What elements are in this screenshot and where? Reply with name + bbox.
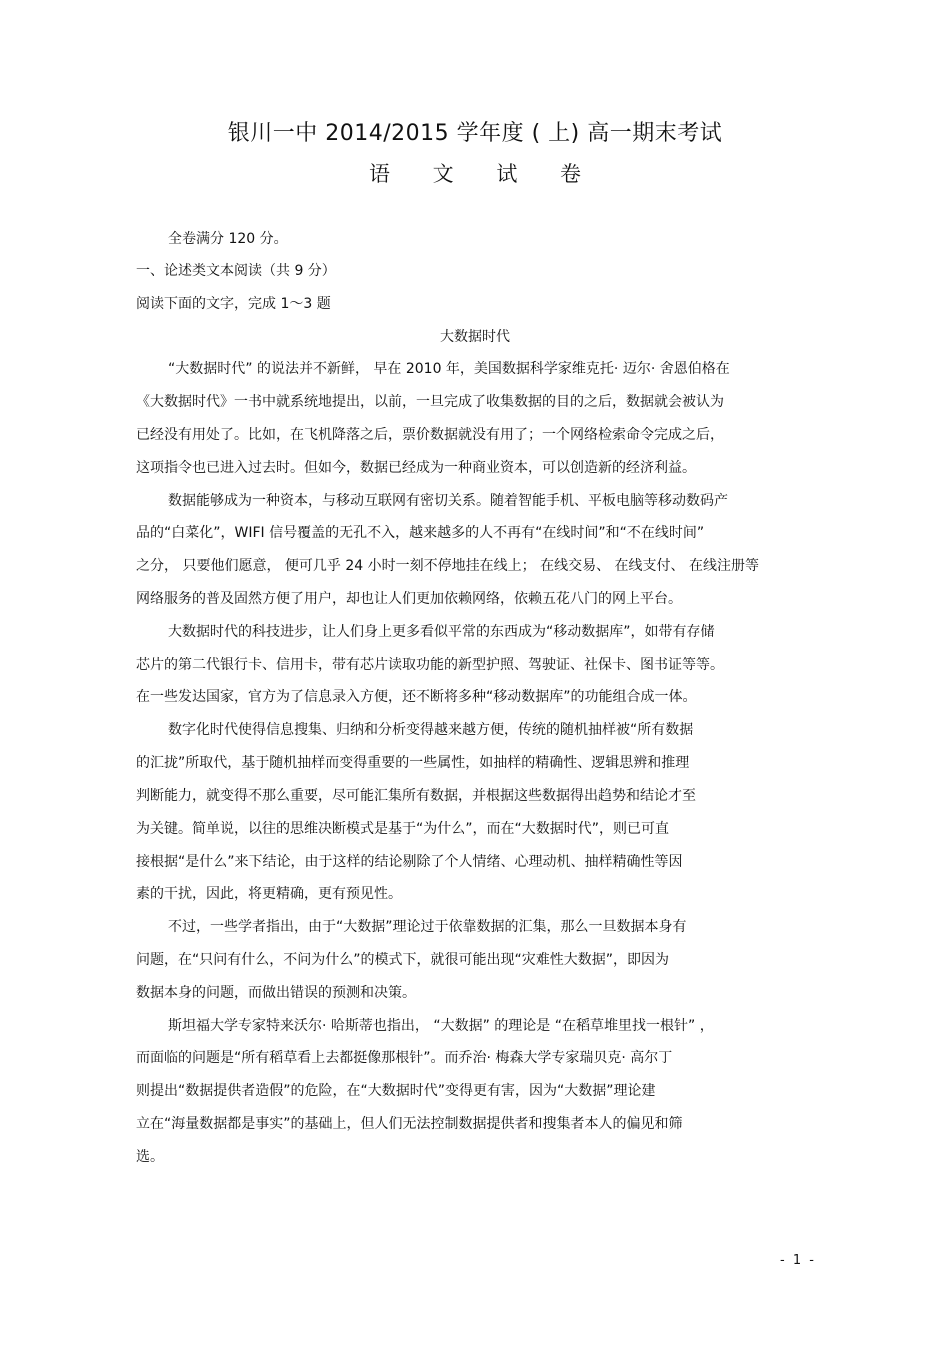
article-line: 判断能力，就变得不那么重要，尽可能汇集所有数据，并根据这些数据得出趋势和结论才至	[136, 788, 696, 804]
article-line: 之分， 只要他们愿意， 便可几乎 24 小时一刻不停地挂在线上； 在线交易、 在线支付、 在线注册等	[136, 558, 759, 574]
reading-instruction: 阅读下面的文字，完成 1～3 题	[136, 296, 331, 312]
article-line: 芯片的第二代银行卡、信用卡，带有芯片读取功能的新型护照、驾驶证、社保卡、图书证等等。	[136, 657, 724, 673]
article-line: 品的“白菜化”，WIFI 信号覆盖的无孔不入，越来越多的人不再有“在线时间”和“不在线时间”	[136, 525, 705, 541]
article-line: 大数据时代的科技进步，让人们身上更多看似平常的东西成为“移动数据库”，如带有存储	[168, 624, 715, 640]
article-line: 斯坦福大学专家特来沃尔· 哈斯蒂也指出， “大数据” 的理论是 “在稻草堆里找一根针” ，	[168, 1018, 714, 1034]
article-line: 在一些发达国家，官方为了信息录入方便，还不断将多种“移动数据库”的功能组合成一体。	[136, 689, 697, 705]
article-line: 选。	[136, 1149, 164, 1165]
exam-subtitle: 语 文 试 卷	[368, 162, 600, 186]
article-line: 已经没有用处了。比如，在飞机降落之后，票价数据就没有用了；一个网络检索命令完成之后，	[136, 427, 724, 443]
article-line: 立在“海量数据都是事实”的基础上，但人们无法控制数据提供者和搜集者本人的偏见和筛	[136, 1116, 683, 1132]
article-line: 《大数据时代》一书中就系统地提出，以前，一旦完成了收集数据的目的之后，数据就会被认为	[136, 394, 724, 410]
article-line: 数字化时代使得信息搜集、归纳和分析变得越来越方便，传统的随机抽样被“所有数据	[168, 722, 694, 738]
article-line: 而面临的问题是“所有稻草看上去都挺像那根针”。而乔治· 梅森大学专家瑞贝克· 高尔丁	[136, 1050, 673, 1066]
article-line: 则提出“数据提供者造假”的危险，在“大数据时代”变得更有害，因为“大数据”理论建	[136, 1083, 656, 1099]
article-line: 素的干扰，因此，将更精确，更有预见性。	[136, 886, 402, 902]
article-line: 为关键。简单说，以往的思维决断模式是基于“为什么”，而在“大数据时代”，则已可直	[136, 821, 670, 837]
article-line: 数据能够成为一种资本，与移动互联网有密切关系。随着智能手机、平板电脑等移动数码产	[168, 493, 728, 509]
score-note: 全卷满分 120 分。	[168, 231, 288, 247]
article-line: 接根据“是什么”来下结论，由于这样的结论剔除了个人情绪、心理动机、抽样精确性等因	[136, 854, 683, 870]
section-heading: 一、论述类文本阅读（共 9 分）	[136, 263, 336, 279]
article-line: 网络服务的普及固然方便了用户，却也让人们更加依赖网络，依赖五花八门的网上平台。	[136, 591, 682, 607]
exam-title: 银川一中 2014/2015 学年度 ( 上) 高一期末考试	[227, 121, 723, 146]
article-title: 大数据时代	[440, 329, 510, 345]
article-line: “大数据时代” 的说法并不新鲜， 早在 2010 年，美国数据科学家维克托· 迈尔· 舍恩伯格在	[168, 361, 730, 377]
article-line: 这项指令也已进入过去时。但如今，数据已经成为一种商业资本，可以创造新的经济利益。	[136, 460, 696, 476]
article-line: 数据本身的问题，而做出错误的预测和决策。	[136, 985, 416, 1001]
article-line: 不过，一些学者指出，由于“大数据”理论过于依靠数据的汇集，那么一旦数据本身有	[168, 919, 687, 935]
article-line: 问题，在“只问有什么，不问为什么”的模式下，就很可能出现“灾难性大数据”，即因为	[136, 952, 670, 968]
page-number: - 1 -	[780, 1253, 816, 1268]
article-line: 的汇拢”所取代，基于随机抽样而变得重要的一些属性，如抽样的精确性、逻辑思辨和推理	[136, 755, 690, 771]
